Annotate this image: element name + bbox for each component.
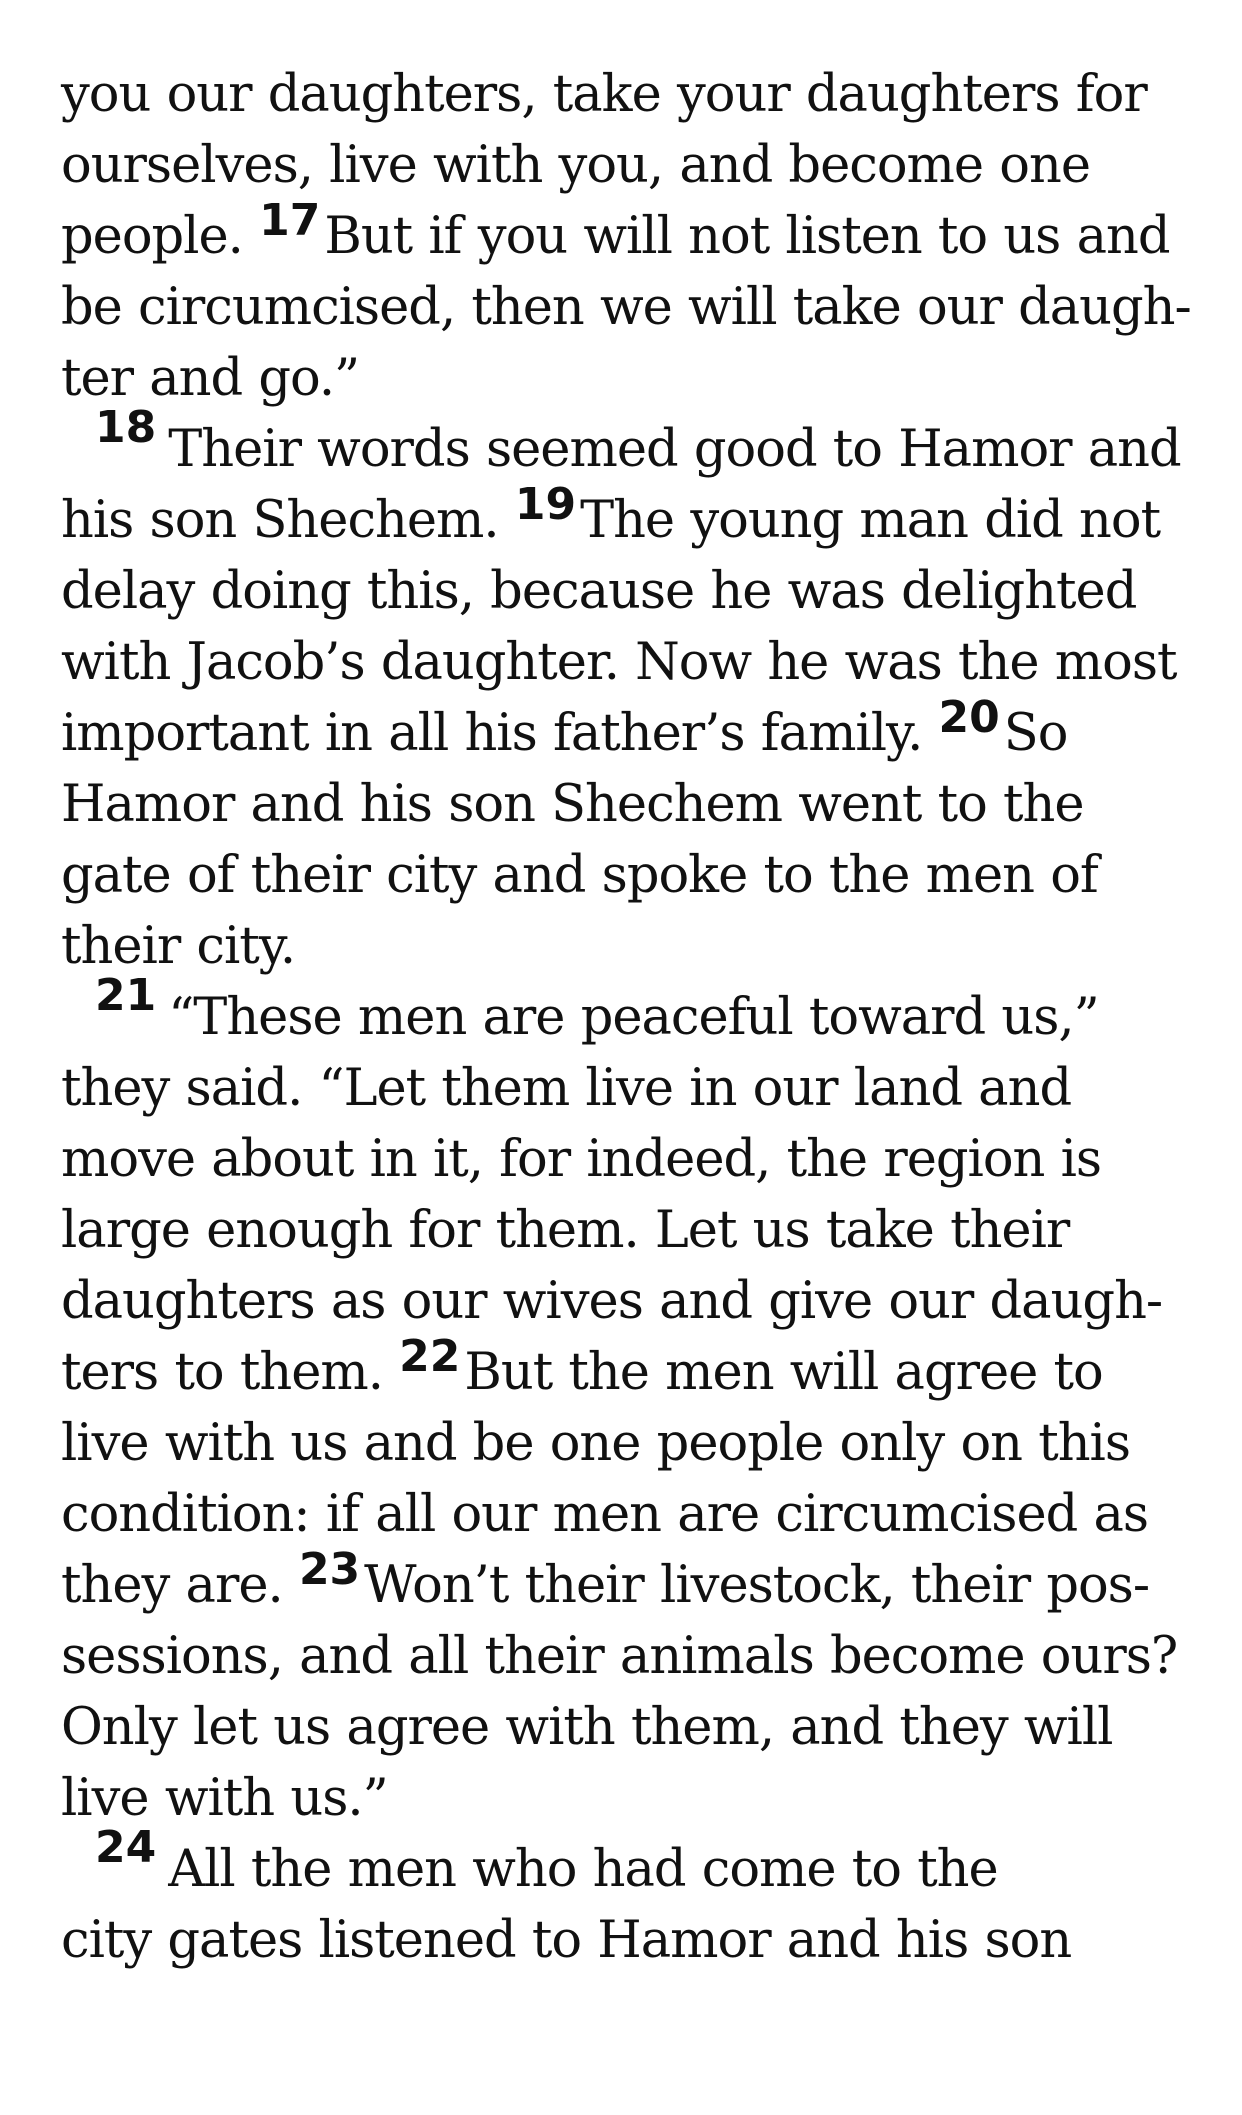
text-line (61, 401, 1201, 485)
verse-text: sessions, and all their animals become ours? (61, 1627, 1178, 1686)
verse-text: large enough for them. Let us take their (61, 1201, 1070, 1260)
verse-number: 19 (514, 478, 577, 530)
verse-text: ter and go.” (61, 349, 360, 408)
verse-text: Their words seemed good to Hamor and (168, 420, 1181, 479)
text-line (61, 130, 1201, 201)
text-line (61, 1479, 1201, 1550)
verse-text: with Jacob’s daughter. Now he was the most (61, 633, 1177, 692)
text-line (61, 691, 1201, 769)
verse-text: gate of their city and spoke to the men of (61, 846, 1098, 905)
verse-text: people. (61, 207, 260, 266)
verse-number: 20 (938, 691, 1000, 743)
verse-text: “These men are peaceful toward us,” (168, 988, 1099, 1047)
text-line (61, 969, 1201, 1053)
verse-text: be circumcised, then we will take our daugh- (61, 278, 1191, 337)
verse-text: condition: if all our men are circumcised as (61, 1485, 1149, 1544)
verse-text: All the men who had come to the (168, 1840, 998, 1899)
text-line (61, 627, 1201, 698)
verse-number: 21 (95, 969, 157, 1021)
text-line (61, 840, 1201, 911)
text-line (61, 1195, 1201, 1266)
text-line (61, 1330, 1201, 1408)
verse-text: But the men will agree to (464, 1343, 1103, 1402)
verse-text: Hamor and his son Shechem went to the (61, 775, 1084, 834)
verse-number: 18 (95, 401, 157, 453)
text-line (61, 1408, 1201, 1479)
verse-text: they said. “Let them live in our land and (61, 1059, 1072, 1118)
text-line (61, 1821, 1201, 1905)
verse-text: So (1003, 704, 1068, 763)
verse-text: their city. (61, 917, 296, 976)
verse-number: 24 (95, 1821, 157, 1873)
scripture-text (61, 59, 1201, 1976)
verse-text: But if you will not listen to us and (324, 207, 1170, 266)
text-line (61, 769, 1201, 840)
verse-text: daughters as our wives and give our daugh- (61, 1272, 1163, 1331)
text-line (61, 1905, 1201, 1976)
verse-text: move about in it, for indeed, the region is (61, 1130, 1102, 1189)
verse-text: live with us.” (61, 1769, 388, 1828)
verse-text: you our daughters, take your daughters for (61, 65, 1147, 124)
verse-text: ourselves, live with you, and become one (61, 136, 1091, 195)
text-line (61, 1543, 1201, 1621)
text-line (61, 1124, 1201, 1195)
text-line (61, 272, 1201, 343)
text-line (61, 59, 1201, 130)
text-line (61, 194, 1201, 272)
text-line (61, 1621, 1201, 1692)
text-line (61, 478, 1201, 556)
verse-text: delay doing this, because he was delighted (61, 562, 1137, 621)
verse-text: The young man did not (580, 491, 1161, 550)
text-line (61, 1763, 1201, 1834)
verse-number: 17 (259, 194, 321, 246)
text-line (61, 1266, 1201, 1337)
text-line (61, 1692, 1201, 1763)
verse-text: Won’t their livestock, their pos- (364, 1556, 1150, 1615)
verse-number: 22 (399, 1330, 461, 1382)
verse-text: his son Shechem. (61, 491, 515, 550)
verse-text: ters to them. (61, 1343, 400, 1402)
text-line (61, 556, 1201, 627)
text-line (61, 911, 1201, 982)
verse-text: live with us and be one people only on this (61, 1414, 1131, 1473)
verse-text: they are. (61, 1556, 299, 1615)
text-line (61, 1053, 1201, 1124)
text-line (61, 343, 1201, 414)
verse-text: important in all his father’s family. (61, 704, 939, 763)
verse-text: city gates listened to Hamor and his son (61, 1911, 1072, 1970)
verse-text: Only let us agree with them, and they will (61, 1698, 1113, 1757)
verse-number: 23 (298, 1543, 361, 1595)
